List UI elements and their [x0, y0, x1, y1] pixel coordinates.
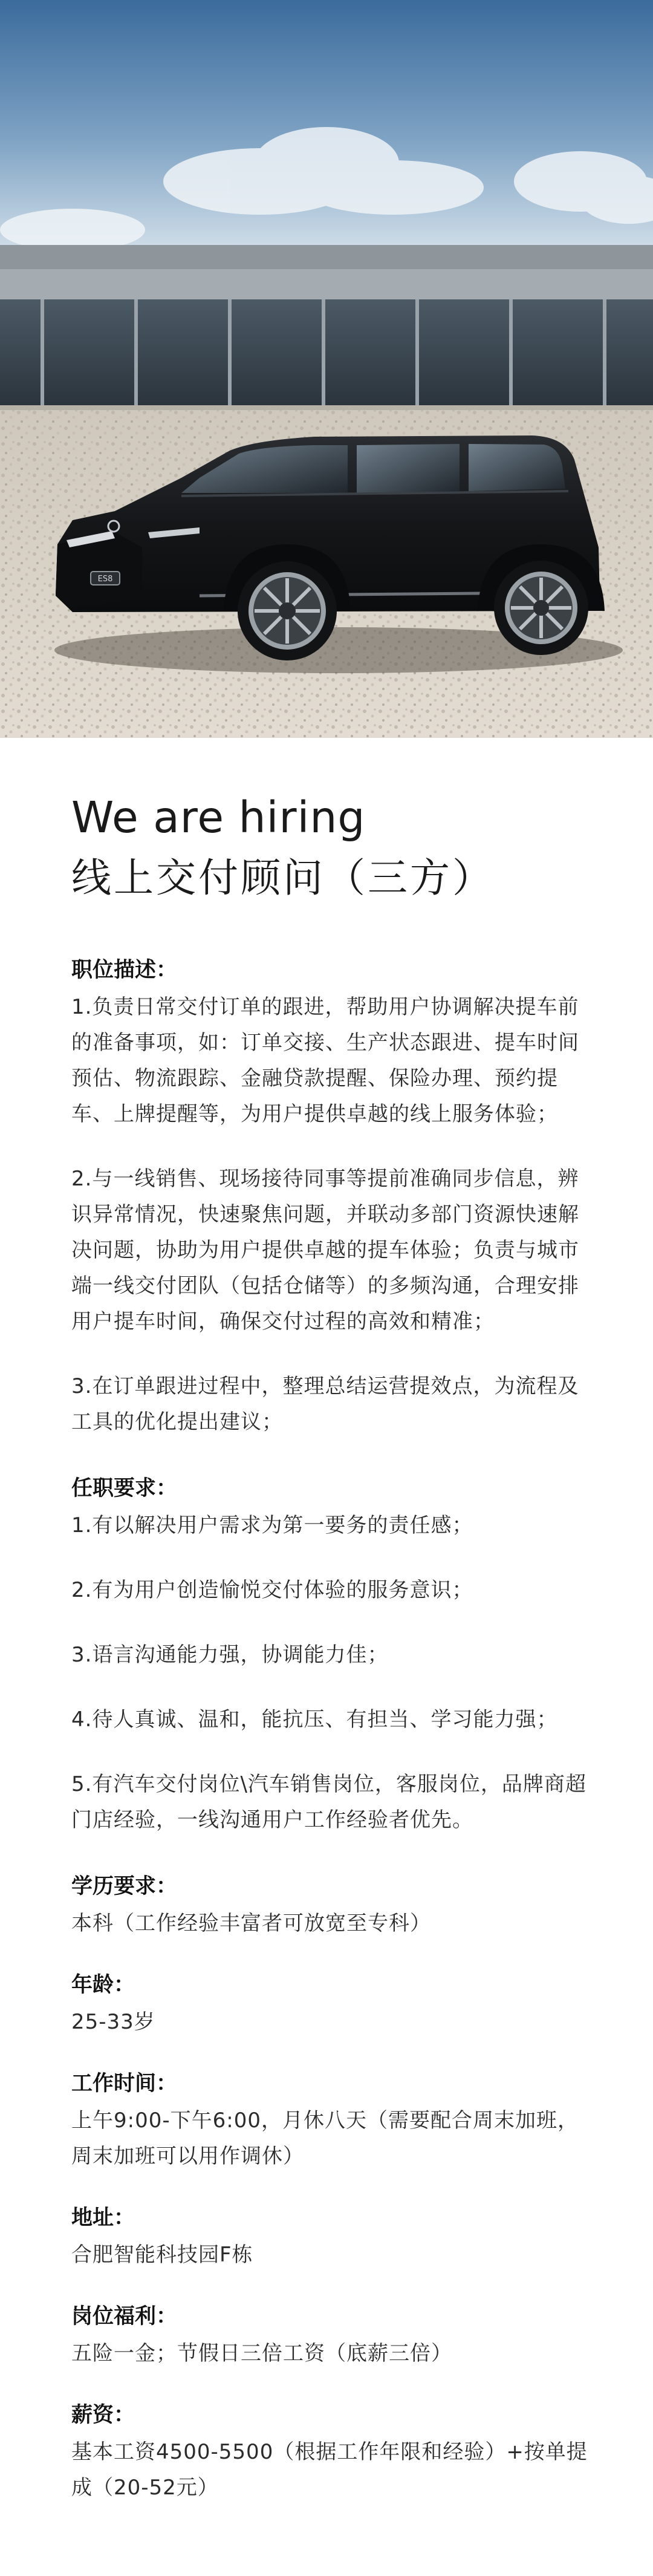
- age-section: [71, 1966, 593, 2040]
- requirement-item: 5.有汽车交付岗位\汽车销售岗位，客服岗位，品牌商超门店经验，一线沟通用户工作经验者优先。: [71, 1772, 586, 1832]
- requirement-item: 3.语言沟通能力强，协调能力佳；: [71, 1643, 389, 1667]
- benefits-value: 五险一金；节假日三倍工资（底薪三倍）: [71, 2341, 452, 2366]
- education-value: 本科（工作经验丰富者可放宽至专科）: [71, 1911, 431, 1935]
- age-value: 25-33岁: [71, 2010, 155, 2034]
- education-section: [71, 1867, 593, 1942]
- work-time-value: 上午9:00-下午6:00，月休八天（需要配合周末加班，周末加班可以用作调休）: [71, 2108, 579, 2168]
- hero-image: [0, 0, 653, 738]
- rear-wheel: [494, 561, 588, 655]
- requirement-item: 4.待人真诚、温和，能抗压、有担当、学习能力强；: [71, 1707, 558, 1732]
- salary-value: 基本工资4500-5500（根据工作年限和经验）+按单提成（20-52元）: [71, 2440, 588, 2500]
- benefits-heading: 岗位福利：: [71, 2304, 178, 2329]
- car-badge: ES8: [97, 575, 113, 584]
- front-wheel: [238, 561, 337, 660]
- work-time-section: [71, 2064, 593, 2174]
- requirements-heading: 任职要求：: [71, 1476, 178, 1501]
- address-heading: 地址：: [71, 2206, 135, 2230]
- salary-heading: 薪资：: [71, 2403, 135, 2427]
- requirement-item: 2.有为用户创造愉悦交付体验的服务意识；: [71, 1578, 473, 1602]
- benefits-section: [71, 2297, 593, 2372]
- requirements-section: [71, 1469, 593, 1838]
- job-content: [71, 786, 593, 2506]
- work-time-heading: 工作时间：: [71, 2072, 178, 2096]
- education-heading: 学历要求：: [71, 1874, 178, 1899]
- job-description-item: 1.负责日常交付订单的跟进，帮助用户协调解决提车前的准备事项，如：订单交接、生产状态跟进、提车时间预估、物流跟踪、金融贷款提醒、保险办理、预约提车、上牌提醒等，为用户提供卓越的线上服务体验；: [71, 995, 579, 1126]
- job-description-heading: 职位描述：: [71, 958, 178, 982]
- headline-english: We are hiring: [71, 792, 366, 843]
- address-value: 合肥智能科技园F栋: [71, 2243, 253, 2267]
- age-heading: 年龄：: [71, 1973, 135, 1997]
- job-description-item: 2.与一线销售、现场接待同事等提前准确同步信息，辨识异常情况，快速聚焦问题，并联动多部门资源快速解决问题，协助为用户提供卓越的提车体验；负责与城市端一线交付团队（包括仓储等）的多频沟通，合理安排用户提车时间，确保交付过程的高效和精准；: [71, 1167, 579, 1334]
- address-section: [71, 2199, 593, 2273]
- job-description-item: 3.在订单跟进过程中，整理总结运营提效点，为流程及工具的优化提出建议；: [71, 1374, 579, 1434]
- requirement-item: 1.有以解决用户需求为第一要务的责任感；: [71, 1513, 473, 1537]
- hero-car-photo: [0, 0, 653, 738]
- job-title: 线上交付顾问（三方）: [71, 855, 495, 901]
- salary-section: [71, 2396, 593, 2506]
- job-description-section: [71, 951, 593, 1440]
